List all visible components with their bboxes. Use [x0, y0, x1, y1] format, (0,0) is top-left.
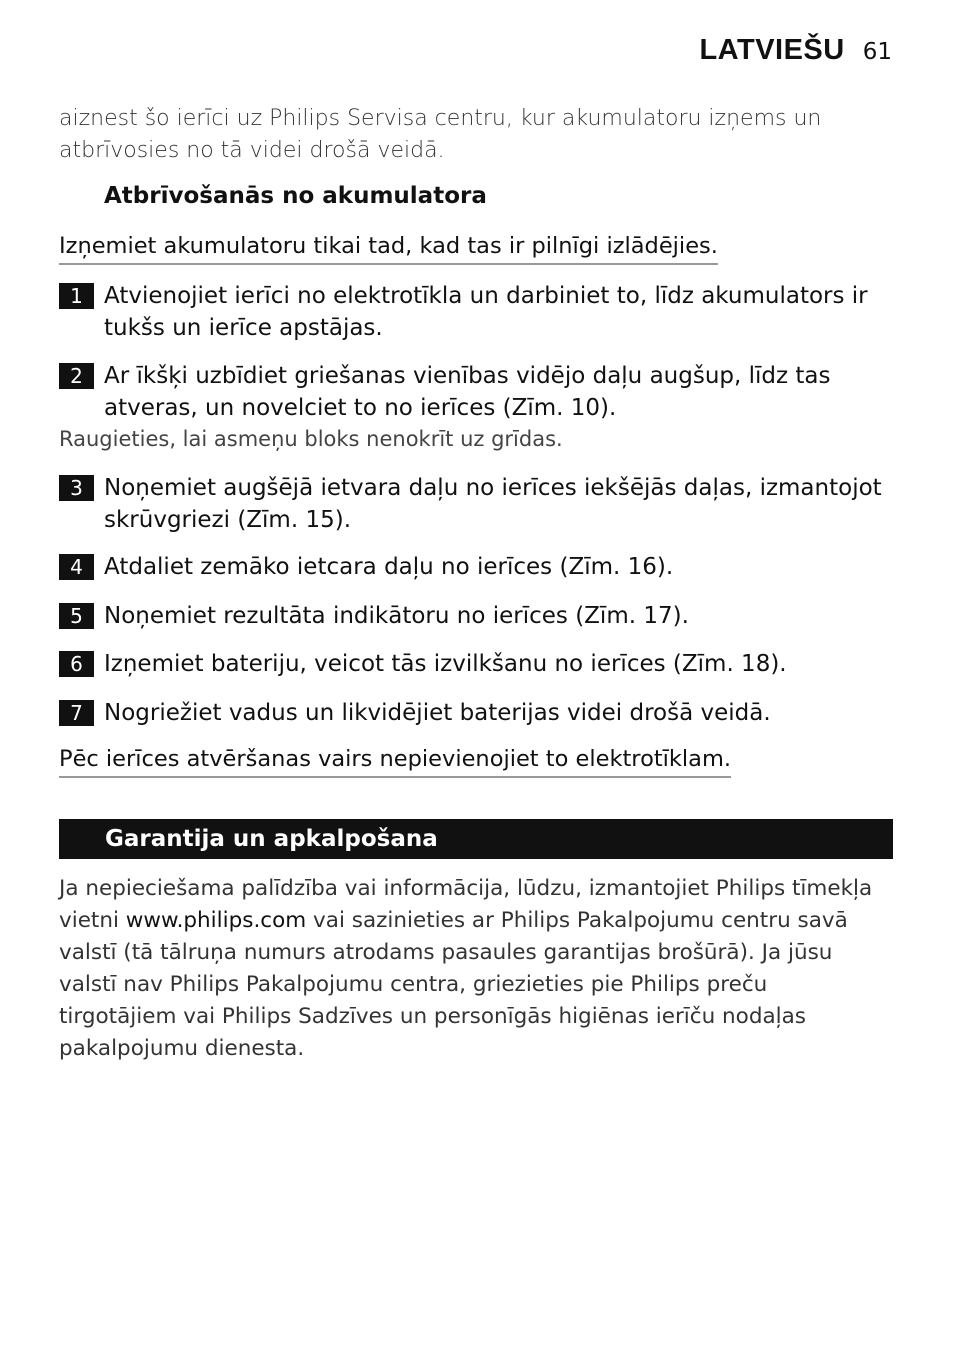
- intro-line: aiznest šo ierīci uz Philips Servisa centru, kur akumulatoru izņems un: [59, 106, 822, 131]
- step-text: Izņemiet bateriju, veicot tās izvilkšanu no ierīces (Zīm. 18).: [104, 651, 787, 677]
- step-text: atveras, un novelciet to no ierīces (Zīm. 10).: [104, 395, 617, 421]
- step-number: 6: [59, 651, 94, 677]
- step-item: [59, 697, 899, 729]
- paragraph-line: Ja nepieciešama palīdzība vai informācija, lūdzu, izmantojiet Philips tīmekļa: [59, 876, 873, 901]
- battery-section-title: Atbrīvošanās no akumulatora: [104, 183, 487, 209]
- step-item: [59, 600, 899, 632]
- step-text: Ar īkšķi uzbīdiet griešanas vienības vidējo daļu augšup, līdz tas: [104, 363, 831, 389]
- step-text: skrūvgriezi (Zīm. 15).: [104, 507, 352, 533]
- paragraph-text: vai sazinieties ar Philips Pakalpojumu centru savā: [306, 908, 848, 933]
- step-text: Noņemiet rezultāta indikātoru no ierīces (Zīm. 17).: [104, 603, 689, 629]
- intro-line: atbrīvosies no tā videi drošā veidā.: [59, 138, 445, 163]
- step-item: [59, 472, 899, 536]
- step-number: 2: [59, 363, 94, 389]
- step-number: 3: [59, 475, 94, 501]
- step-text: Atvienojiet ierīci no elektrotīkla un darbiniet to, līdz akumulators ir: [104, 283, 868, 309]
- step-text: tukšs un ierīce apstājas.: [104, 315, 383, 341]
- step-number: 7: [59, 700, 94, 726]
- guarantee-paragraph: [59, 873, 899, 1065]
- paragraph-line: pakalpojumu dienesta.: [59, 1036, 305, 1061]
- step-note: Raugieties, lai asmeņu bloks nenokrīt uz grīdas.: [59, 427, 563, 451]
- guarantee-section-header: [59, 819, 893, 859]
- page-header: [699, 34, 892, 67]
- page-number: 61: [862, 39, 892, 65]
- step-item: [59, 551, 899, 583]
- guarantee-section-title: Garantija un apkalpošana: [105, 826, 438, 852]
- step-item: [59, 648, 899, 680]
- paragraph-line: valstī nav Philips Pakalpojumu centra, griezieties pie Philips preču: [59, 972, 768, 997]
- warning-top: Izņemiet akumulatoru tikai tad, kad tas ir pilnīgi izlādējies.: [59, 231, 718, 265]
- paragraph-line: tirgotājiem vai Philips Sadzīves un personīgās higiēnas ierīču nodaļas: [59, 1004, 806, 1029]
- step-number: 4: [59, 554, 94, 580]
- language-label: LATVIEŠU: [699, 34, 845, 66]
- philips-website-link[interactable]: www.philips.com: [125, 908, 307, 933]
- step-item: [59, 360, 899, 424]
- step-item: [59, 280, 899, 344]
- paragraph-line: [59, 905, 899, 937]
- step-text: Atdaliet zemāko ietcara daļu no ierīces (Zīm. 16).: [104, 554, 674, 580]
- paragraph-text: vietni: [59, 908, 126, 933]
- paragraph-line: valstī (tā tālruņa numurs atrodams pasaules garantijas brošūrā). Ja jūsu: [59, 940, 833, 965]
- intro-paragraph: [59, 103, 859, 167]
- warning-bottom: Pēc ierīces atvēršanas vairs nepievienojiet to elektrotīklam.: [59, 744, 731, 778]
- step-number: 1: [59, 283, 94, 309]
- step-number: 5: [59, 603, 94, 629]
- step-text: Nogriežiet vadus un likvidējiet baterijas videi drošā veidā.: [104, 700, 771, 726]
- step-text: Noņemiet augšējā ietvara daļu no ierīces iekšējās daļas, izmantojot: [104, 475, 882, 501]
